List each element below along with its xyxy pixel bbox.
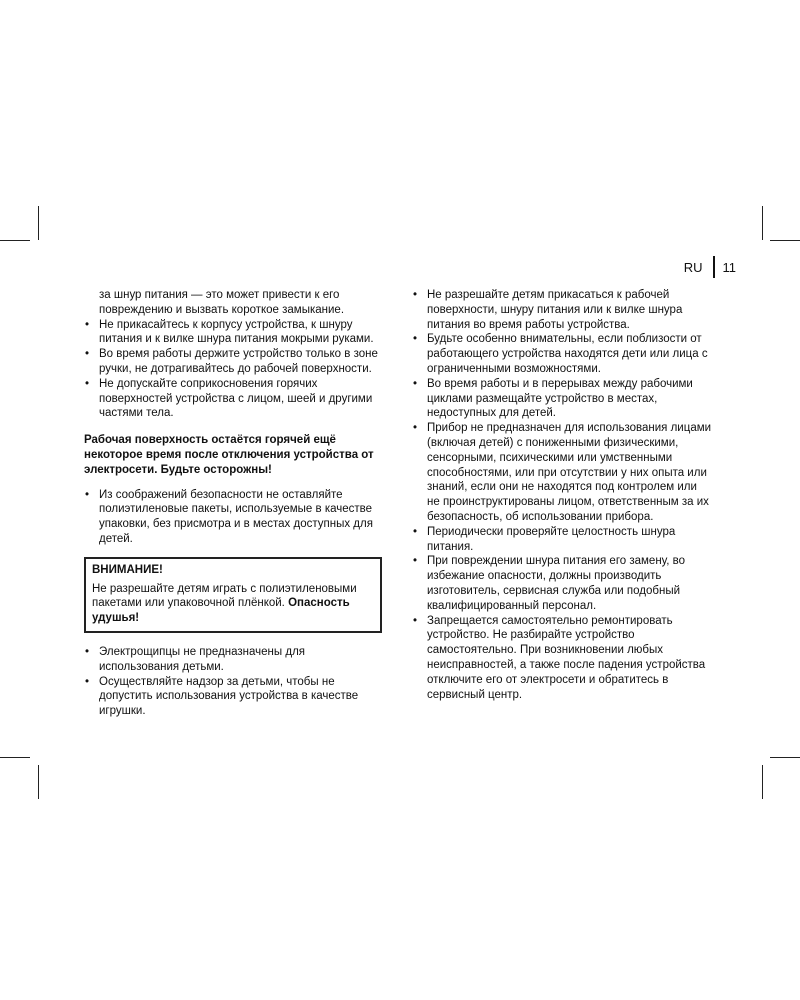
crop-mark [770,240,800,241]
crop-mark [38,765,39,799]
bullet: • [413,289,418,301]
bullet: • [85,348,90,361]
list-item: • Не разрешайте детям прикасаться к рабочей поверхности, шнуру питания или к вилке шнура питания во время работы устройства. [413,289,683,331]
page-header [684,256,736,278]
page-number: 11 [722,259,736,275]
bullet: • [413,525,418,538]
warning-text: Не разрешайте детям играть с полиэтиленовыми пакетами или упаковочной плёнкой. Опасность удушья! [92,582,357,625]
bullet: • [85,488,90,501]
list-item: • Электрощипцы не предназначены для использования детьми. [85,645,306,673]
bullet: • [413,614,418,627]
language-code: RU [683,259,703,275]
list-item: • При повреждении шнура питания его замену, во избежание опасности, должны производить изготовитель, сервисная служба или подобный квалифицированный персонал. [413,555,686,612]
safety-list-1 [84,318,382,422]
warning-box [84,557,382,633]
list-item: • Осуществляйте надзор за детьми, чтобы не допустить использования устройства в качестве игрушки. [85,675,359,718]
safety-list-right [412,288,712,702]
list-item: • Не допускайте соприкосновения горячих поверхностей устройства с лицом, шеей и другими частями тела. [85,377,373,420]
list-item: • Из соображений безопасности не оставляйте полиэтиленовые пакеты, используемые в качестве упаковки, без присмотра и в местах доступных для детей. [85,488,373,545]
bullet: • [413,333,418,346]
crop-mark [770,757,800,758]
safety-list-2 [84,488,382,547]
hot-surface-note: Рабочая поверхность остаётся горячей ещё некоторое время после отключения устройства от электросети. Будьте осторожны! [84,434,374,476]
list-item: • Запрещается самостоятельно ремонтировать устройство. Не разбирайте устройство самостоятельно. При возникновении любых неисправностей, а также после падения устройства отключите его от электросети и обратитесь в сервисный центр. [413,614,706,701]
crop-mark [0,757,30,758]
crop-mark [762,206,763,240]
bullet: • [413,555,418,568]
crop-mark [762,765,763,799]
bullet: • [85,675,90,688]
bullet: • [413,422,418,435]
bullet: • [85,377,90,390]
right-column [412,288,712,702]
bullet: • [85,318,90,331]
safety-list-3 [84,645,382,719]
bullet: • [85,645,90,658]
list-item: • Будьте особенно внимательны, если поблизости от работающего устройства находятся дети или лица с ограниченными возможностями. [413,333,708,375]
bullet: • [413,377,418,390]
list-item: • Во время работы и в перерывах между рабочими циклами размещайте устройство в местах, недоступных для детей. [413,377,693,420]
list-item: • Во время работы держите устройство только в зоне ручки, не дотрагивайтесь до рабочей поверхности. [85,348,378,375]
warning-emphasis: Опасность удушья! [92,597,350,625]
list-item: • Прибор не предназначен для использования лицами (включая детей) с пониженными физическими, сенсорными, психическими или умственными способностями, или при отсутствии у них опыта или знаний, если они не находятся под контролем или не проинструктированы лицом, ответственным за их безопасность, об использовании прибора. [413,422,712,523]
left-column [84,288,382,719]
warning-title: ВНИМАНИЕ! [92,563,163,576]
crop-mark [0,240,30,241]
continuation-text: за шнур питания — это может привести к его повреждению и вызвать короткое замыкание. [99,289,345,316]
list-item: • Не прикасайтесь к корпусу устройства, к шнуру питания и к вилке шнура питания мокрыми руками. [85,318,374,346]
crop-mark [38,206,39,240]
list-item: • Периодически проверяйте целостность шнура питания. [413,525,676,553]
